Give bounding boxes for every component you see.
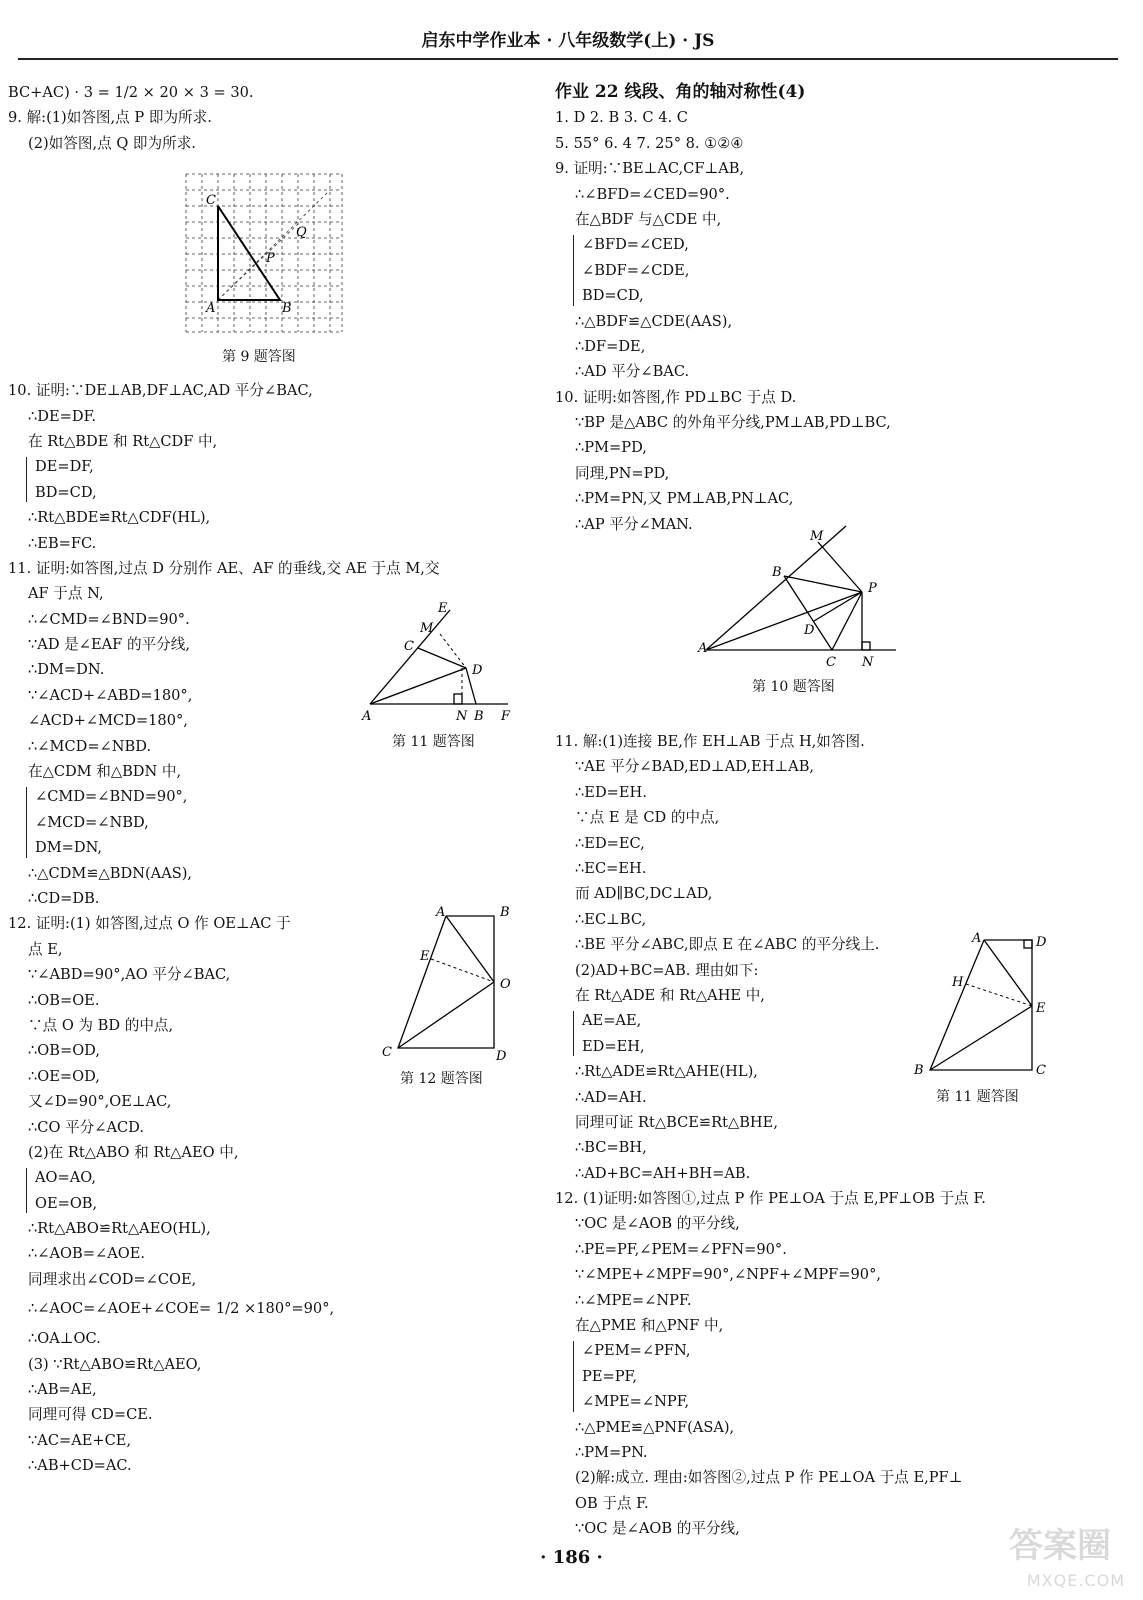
text-line: ∴AD=AH. [575, 1088, 647, 1106]
label: C [1036, 1063, 1046, 1078]
label: P [266, 251, 275, 266]
text-line: ∴∠BFD=∠CED=90°. [575, 185, 730, 203]
text-line: (2)如答图,点 Q 即为所求. [28, 134, 196, 152]
label: B [914, 1063, 924, 1078]
text-line: ∠MPE=∠NPF, [582, 1393, 690, 1411]
text-line: ∴DF=DE, [575, 337, 646, 355]
text-line: 1. D 2. B 3. C 4. C [555, 109, 688, 127]
text-line: ∴PM=PD, [575, 439, 647, 457]
figure-11-left [358, 598, 518, 724]
text-line: ∵点 E 是 CD 的中点, [575, 809, 720, 827]
text-line: ∴△CDM≌△BDN(AAS), [28, 864, 193, 882]
text-line: ∴∠AOB=∠AOE. [28, 1245, 145, 1263]
text-line: ∴ED=EH. [575, 783, 647, 801]
text-line: 在△CDM 和△BDN 中, [28, 763, 182, 781]
text-line: (3) ∵Rt△ABO≌Rt△AEO, [28, 1355, 202, 1373]
text-line: ∴∠MCD=∠NBD. [28, 737, 152, 755]
text-line: 11. 解:(1)连接 BE,作 EH⊥AB 于点 H,如答图. [555, 733, 865, 751]
label: A [972, 931, 982, 946]
text-line: ∵∠ACD+∠ABD=180°, [28, 686, 193, 704]
text-line: 同理可得 CD=CE. [28, 1406, 153, 1424]
figure-12 [376, 902, 524, 1062]
text-line: 在 Rt△ADE 和 Rt△AHE 中, [575, 986, 765, 1004]
label: B [282, 301, 292, 316]
page-header: 启东中学作业本 · 八年级数学(上) · JS [421, 31, 715, 51]
label: A [362, 709, 372, 724]
text-line: ∴Rt△ABO≌Rt△AEO(HL), [28, 1220, 211, 1238]
text-line: 10. 证明:如答图,作 PD⊥BC 于点 D. [555, 388, 797, 406]
text-line: ∴∠AOC=∠AOE+∠COE= 1/2 ×180°=90°, [28, 1300, 335, 1318]
text-line: ∴EC⊥BC, [575, 910, 647, 928]
text-line: ED=EH, [582, 1037, 645, 1055]
text-line: ∵AD 是∠EAF 的平分线, [28, 636, 190, 654]
label: B [474, 709, 484, 724]
text-line: DE=DF, [35, 458, 94, 476]
text-line: 在 Rt△BDE 和 Rt△CDF 中, [28, 432, 218, 450]
figure-11-left-caption: 第 11 题答图 [392, 734, 475, 750]
section-title: 作业 22 线段、角的轴对称性(4) [555, 82, 806, 102]
label: B [772, 565, 782, 580]
label: C [382, 1045, 392, 1060]
label: E [1036, 1001, 1046, 1016]
label: E [420, 949, 430, 964]
text-line: AO=AO, [35, 1169, 97, 1187]
label: N [456, 709, 468, 724]
text-line: ∴AD+BC=AH+BH=AB. [575, 1164, 751, 1182]
text-line: ∵BP 是△ABC 的外角平分线,PM⊥AB,PD⊥BC, [575, 414, 891, 432]
header-divider [18, 58, 1118, 60]
text-line: ∵OC 是∠AOB 的平分线, [575, 1520, 740, 1538]
text-line: 点 E, [28, 940, 63, 958]
text-line: BD=CD, [582, 287, 644, 305]
text-line: BD=CD, [35, 483, 97, 501]
label: D [1036, 935, 1047, 950]
label: C [206, 193, 216, 208]
text-line: ∵∠MPE+∠MPF=90°,∠NPF+∠MPF=90°, [575, 1266, 882, 1284]
label: C [826, 655, 836, 670]
label: M [810, 529, 824, 544]
text-line: ∴PE=PF,∠PEM=∠PFN=90°. [575, 1240, 787, 1258]
text-line: 9. 解:(1)如答图,点 P 即为所求. [8, 109, 212, 127]
text-line: ∴BC=BH, [575, 1139, 647, 1157]
text-line: ∴AD 平分∠BAC. [575, 363, 690, 381]
text-line: 同理,PN=PD, [575, 464, 670, 482]
text-line: 12. 证明:(1) 如答图,过点 O 作 OE⊥AC 于 [8, 915, 291, 933]
figure-11-right-caption: 第 11 题答图 [936, 1089, 1019, 1105]
text-line: ∵∠ABD=90°,AO 平分∠BAC, [28, 966, 231, 984]
figure-10 [696, 518, 906, 670]
label: B [500, 905, 510, 920]
label: Q [296, 225, 307, 240]
text-line: (2)解:成立. 理由:如答图②,过点 P 作 PE⊥OA 于点 E,PF⊥ [575, 1469, 963, 1487]
text-line: 而 AD∥BC,DC⊥AD, [575, 885, 713, 903]
text-line: ∴EB=FC. [28, 534, 97, 552]
text-line: ∴DE=DF. [28, 407, 97, 425]
text-line: ∵AE 平分∠BAD,ED⊥AD,EH⊥AB, [575, 758, 815, 776]
text-line: OE=OB, [35, 1194, 98, 1212]
text-line: ∴ED=EC, [575, 834, 645, 852]
text-line: DM=DN, [35, 839, 103, 857]
text-line: ∴PM=PN,又 PM⊥AB,PN⊥AC, [575, 490, 794, 508]
text-line: ∴AP 平分∠MAN. [575, 515, 693, 533]
figure-10-caption: 第 10 题答图 [752, 679, 835, 695]
text-line: ∴OB=OD, [28, 1042, 100, 1060]
label: H [952, 975, 964, 990]
text-line: 同理求出∠COD=∠COE, [28, 1270, 197, 1288]
label: A [436, 905, 446, 920]
text-line: ∴Rt△ADE≌Rt△AHE(HL), [575, 1063, 758, 1081]
text-line: ∴∠CMD=∠BND=90°. [28, 610, 190, 628]
text-line: 5. 55° 6. 4 7. 25° 8. ①②④ [555, 134, 744, 152]
text-line: ∠ACD+∠MCD=180°, [28, 712, 188, 730]
watermark [935, 1518, 1125, 1592]
text-line: ∴AB+CD=AC. [28, 1457, 132, 1475]
label: M [420, 621, 434, 636]
text-line: ∴PM=PN. [575, 1443, 648, 1461]
label: N [862, 655, 874, 670]
text-line: AF 于点 N, [28, 585, 104, 603]
text-line: 10. 证明:∵DE⊥AB,DF⊥AC,AD 平分∠BAC, [8, 382, 313, 400]
text-line: (2)AD+BC=AB. 理由如下: [575, 961, 759, 979]
label: D [472, 663, 483, 678]
text-line: 12. (1)证明:如答图①,过点 P 作 PE⊥OA 于点 E,PF⊥OB 于点 F. [555, 1190, 986, 1208]
label: F [501, 709, 511, 724]
text-line: 11. 证明:如答图,过点 D 分别作 AE、AF 的垂线,交 AE 于点 M,交 [8, 559, 440, 577]
text-line: ∵点 O 为 BD 的中点, [28, 1016, 174, 1034]
text-line: 在△PME 和△PNF 中, [575, 1317, 724, 1335]
watermark-logo: 答案圈 [1009, 1526, 1111, 1566]
text-line: (2)在 Rt△ABO 和 Rt△AEO 中, [28, 1143, 239, 1161]
label: E [438, 601, 448, 616]
label: D [804, 623, 815, 638]
figure-9 [184, 172, 344, 334]
label: P [868, 581, 877, 596]
label: A [206, 301, 216, 316]
figure-11-right [906, 928, 1056, 1080]
text-line: ∠PEM=∠PFN, [582, 1342, 691, 1360]
text-line: ∴OE=OD, [28, 1067, 100, 1085]
label: D [496, 1049, 507, 1062]
text-line: ∵OC 是∠AOB 的平分线, [575, 1215, 740, 1233]
text-line: AE=AE, [582, 1012, 642, 1030]
text-line: ∴Rt△BDE≌Rt△CDF(HL), [28, 509, 211, 527]
label: O [500, 977, 511, 992]
text-line: ∴△BDF≌△CDE(AAS), [575, 312, 733, 330]
text-line: ∴OA⊥OC. [28, 1330, 101, 1348]
right-column [555, 80, 1115, 1542]
text-line: ∴△PME≌△PNF(ASA), [575, 1418, 735, 1436]
figure-12-caption: 第 12 题答图 [400, 1071, 483, 1087]
text-line: ∠BFD=∠CED, [582, 236, 689, 254]
text-line: ∴CD=DB. [28, 889, 100, 907]
figure-9-caption: 第 9 题答图 [222, 349, 296, 365]
text-line: 在△BDF 与△CDE 中, [575, 210, 722, 228]
text-line: ∴BE 平分∠ABC,即点 E 在∠ABC 的平分线上. [575, 936, 880, 954]
label: C [404, 639, 414, 654]
text-line: BC+AC) · 3 = 1/2 × 20 × 3 = 30. [8, 84, 254, 101]
text-line: ∴AB=AE, [28, 1381, 97, 1399]
text-line: 9. 证明:∵BE⊥AC,CF⊥AB, [555, 160, 745, 178]
text-line: ∠MCD=∠NBD, [35, 813, 149, 831]
page-number: · 186 · [540, 1547, 603, 1568]
text-line: ∵AC=AE+CE, [28, 1431, 132, 1449]
label: A [698, 641, 708, 656]
text-line: 同理可证 Rt△BCE≌Rt△BHE, [575, 1113, 778, 1131]
text-line: ∠CMD=∠BND=90°, [35, 788, 188, 806]
text-line: PE=PF, [582, 1367, 638, 1385]
text-line: ∴∠MPE=∠NPF. [575, 1291, 692, 1309]
text-line: ∴CO 平分∠ACD. [28, 1118, 144, 1136]
text-line: ∴OB=OE. [28, 991, 100, 1009]
text-line: 又∠D=90°,OE⊥AC, [28, 1093, 172, 1111]
watermark-url: MXQE.COM [1026, 1571, 1125, 1590]
text-line: OB 于点 F. [575, 1494, 649, 1512]
text-line: ∴EC=EH. [575, 859, 647, 877]
text-line: ∠BDF=∠CDE, [582, 261, 690, 279]
text-line: ∴DM=DN. [28, 661, 105, 679]
